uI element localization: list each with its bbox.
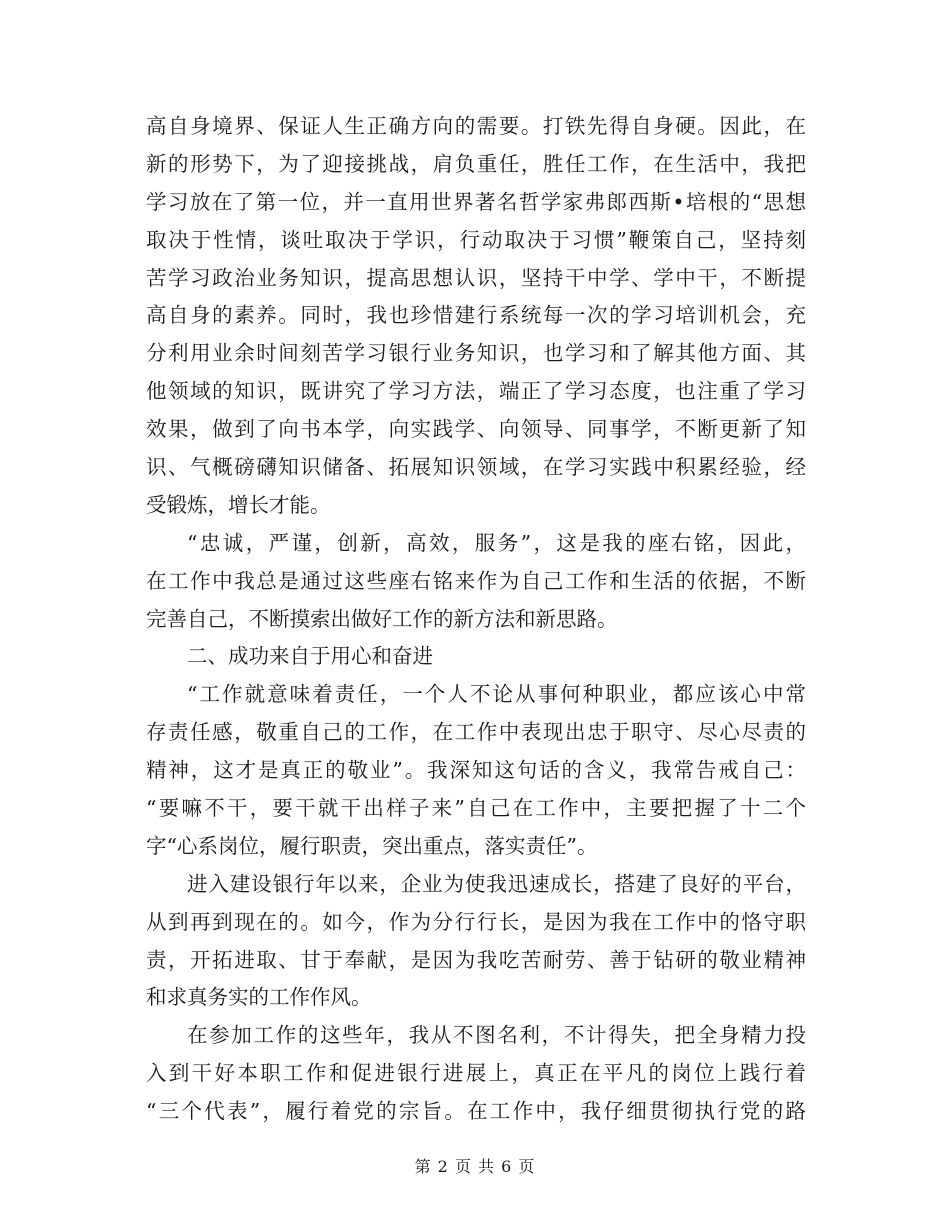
- text-line: 在工作中我总是通过这些座右铭来作为自己工作和生活的依据，不断: [146, 568, 806, 593]
- text-line: 精神，这才是真正的敬业”。我深知这句话的含义，我常告戒自己：: [146, 758, 806, 783]
- text-line: 字“心系岗位，履行职责，突出重点，落实责任”。: [146, 833, 598, 858]
- text-line: 他领域的知识，既讲究了学习方法，端正了学习态度，也注重了学习: [146, 379, 806, 404]
- text-line: 进入建设银行年以来，企业为使我迅速成长，搭建了良好的平台，: [187, 871, 806, 896]
- text-line: 高自身的素养。同时，我也珍惜建行系统每一次的学习培训机会，充: [146, 303, 806, 328]
- text-line: “工作就意味着责任，一个人不论从事何种职业，都应该心中常: [187, 682, 806, 707]
- body-text: [146, 108, 806, 1131]
- text-line: 完善自己，不断摸索出做好工作的新方法和新思路。: [146, 606, 618, 631]
- text-line: 识、气概磅礴知识储备、拓展知识领域，在学习实践中积累经验，经: [146, 455, 806, 480]
- text-line: 新的形势下，为了迎接挑战，肩负重任，胜任工作，在生活中，我把: [146, 151, 806, 176]
- text-line: 苦学习政治业务知识，提高思想认识，坚持干中学、学中干，不断提: [146, 265, 806, 290]
- text-line: 在参加工作的这些年，我从不图名利，不计得失，把全身精力投: [187, 1023, 806, 1048]
- text-line: 和求真务实的工作作风。: [146, 985, 372, 1010]
- text-line: 取决于性情，谈吐取决于学识，行动取决于习惯”鞭策自己，坚持刻: [146, 227, 806, 252]
- text-line: 高自身境界、保证人生正确方向的需要。打铁先得自身硬。因此，在: [146, 114, 806, 138]
- text-line: 学习放在了第一位，并一直用世界著名哲学家弗郎西斯•培根的“思想: [146, 189, 806, 214]
- text-line: 责，开拓进取、甘于奉献，是因为我吃苦耐劳、善于钻研的敬业精神: [146, 947, 806, 972]
- text-line: “忠诚，严谨，创新，高效，服务”，这是我的座右铭，因此，: [187, 530, 806, 555]
- text-line: “要嘛不干，要干就干出样子来”自己在工作中，主要把握了十二个: [146, 796, 806, 821]
- text-line: 受锻炼，增长才能。: [146, 492, 331, 517]
- page-footer: 第 2 页 共 6 页: [414, 1157, 536, 1176]
- text-line: 存责任感，敬重自己的工作，在工作中表现出忠于职守、尽心尽责的: [146, 720, 806, 745]
- text-line: 分利用业余时间刻苦学习银行业务知识，也学习和了解其他方面、其: [146, 341, 806, 366]
- text-line: 入到干好本职工作和促进银行进展上，真正在平凡的岗位上践行着: [146, 1061, 806, 1086]
- text-line: 效果，做到了向书本学，向实践学、向领导、同事学，不断更新了知: [146, 417, 806, 442]
- text-line: 从到再到现在的。如今，作为分行行长，是因为我在工作中的恪守职: [146, 909, 806, 934]
- text-line: 二、成功来自于用心和奋进: [187, 644, 433, 669]
- text-line: “三个代表”，履行着党的宗旨。在工作中，我仔细贯彻执行党的路: [146, 1099, 806, 1124]
